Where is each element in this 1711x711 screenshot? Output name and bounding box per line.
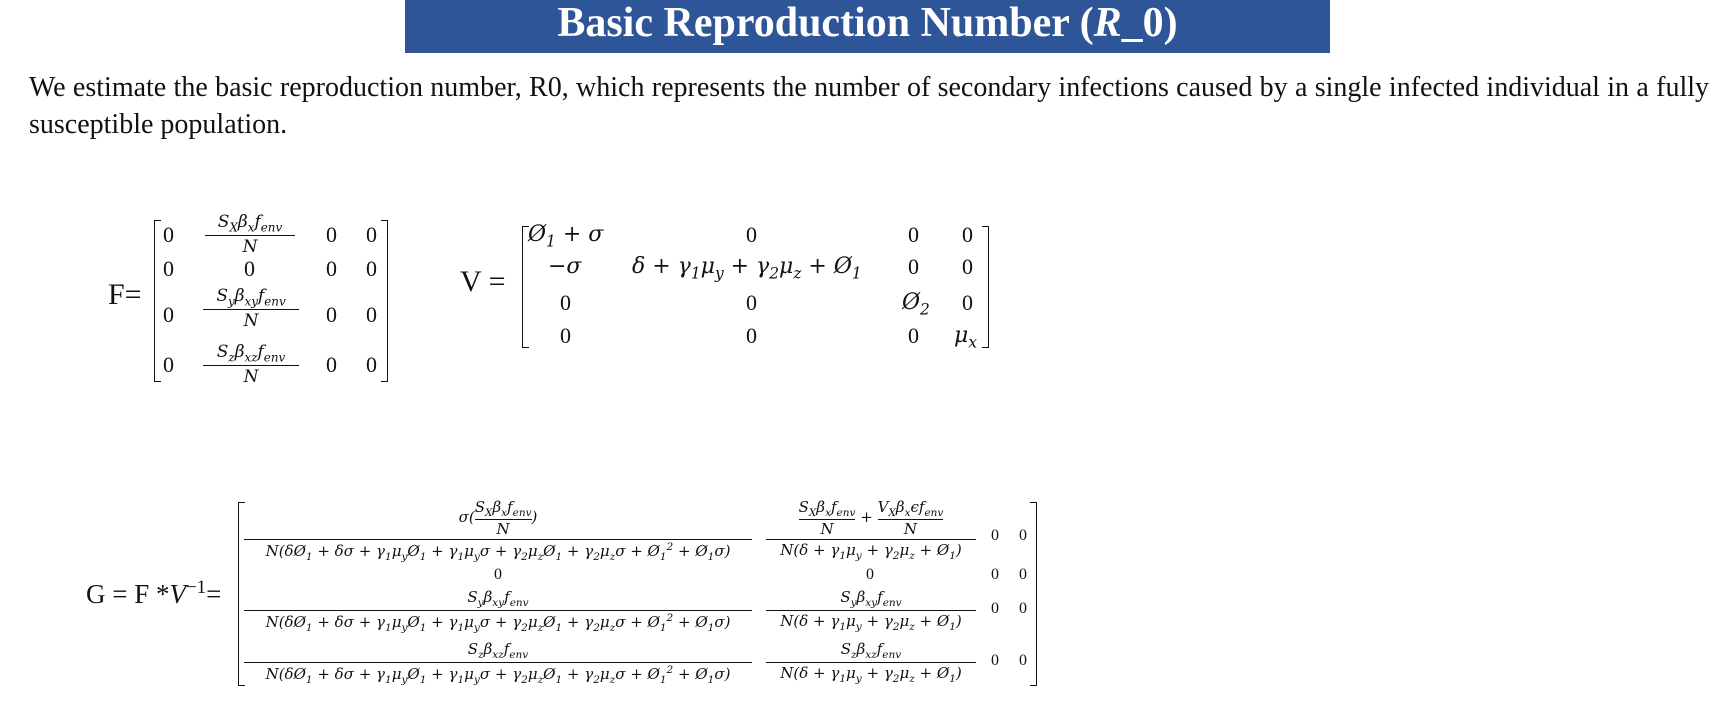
f-r4c1: 0: [163, 352, 174, 377]
v-r1c1: $Ø_1 + \sigma$: [528, 222, 604, 251]
f-left-bracket: [154, 220, 161, 382]
f-r2c2: 0: [244, 256, 255, 281]
f-r2c4: 0: [366, 256, 377, 281]
v-r2c3: 0: [908, 254, 919, 279]
v-r4c4: $\mu_x$: [954, 323, 977, 352]
f-r2c1: 0: [163, 256, 174, 281]
g-r3c1: $S_y\beta_{xy}f_{env}$ $N(\delta Ø_1 + \delta\sigma$ + $\gamma_1\mu_yØ_1 + \gamma_1\mu_y\sigma$ + $\gamma_2\mu_zØ_1 + \gamma_2\mu_z\sigma$ + $Ø_1^2$ + $Ø_1\sigma$): [244, 588, 752, 634]
f-r4c4: 0: [366, 352, 377, 377]
v-r4c1: 0: [560, 323, 571, 348]
f-r3c1: 0: [163, 302, 174, 327]
v-r3c1: 0: [560, 290, 571, 315]
f-r1c1: 0: [163, 222, 174, 247]
g-label: G = F $*V^{-1}=$: [86, 577, 222, 609]
g-r1c4: 0: [1019, 527, 1027, 544]
v-r3c3: $Ø_2$: [902, 290, 930, 319]
g-r3c2: $S_y\beta_{xy}f_{env}$ $N(\delta + \gamma_1\mu_y + \gamma_2\mu_z$ + $Ø_1$): [766, 588, 976, 633]
v-r3c4: 0: [962, 290, 973, 315]
f-r4c3: 0: [326, 352, 337, 377]
v-r2c1: −σ: [548, 254, 582, 279]
g-r2c4: 0: [1019, 566, 1027, 583]
intro-paragraph: We estimate the basic reproduction number, R0, which represents the number of secondary infections caused by a single infected individual in a fully susceptible population.: [29, 72, 1709, 140]
f-right-bracket: [381, 220, 388, 382]
v-r1c4: 0: [962, 222, 973, 247]
g-r1c3: 0: [991, 527, 999, 544]
g-r2c3: 0: [991, 566, 999, 583]
g-r1c2: $S_X\beta_xf_{env}$ N + $V_X\beta_x\epsilon f_{env}$ N $N(\delta + \gamma_1\mu_y + \gamma_2\mu_z$ + $Ø_1$): [766, 498, 976, 562]
g-r2c1: 0: [494, 566, 502, 583]
f-label: F=: [108, 278, 142, 311]
v-r2c2: $\delta + \gamma_1\mu_y + \gamma_2\mu_z$ + $Ø_1$: [632, 254, 862, 283]
g-right-bracket: [1030, 502, 1037, 686]
f-r1c3: 0: [326, 222, 337, 247]
f-r3c4: 0: [366, 302, 377, 327]
g-r4c3: 0: [991, 652, 999, 669]
f-r1c4: 0: [366, 222, 377, 247]
g-r4c4: 0: [1019, 652, 1027, 669]
v-r2c4: 0: [962, 254, 973, 279]
f-r2c3: 0: [326, 256, 337, 281]
v-r4c3: 0: [908, 323, 919, 348]
v-r4c2: 0: [746, 323, 757, 348]
g-r3c4: 0: [1019, 600, 1027, 617]
f-r1c2: $S_X\beta_xf_{env}$ N: [205, 212, 295, 257]
v-r1c3: 0: [908, 222, 919, 247]
f-r3c3: 0: [326, 302, 337, 327]
f-r4c2: $S_z\beta_{xz}f_{env}$ N: [203, 342, 299, 387]
g-r1c1: σ( $S_X\beta_xf_{env}$ N ) $N(\delta Ø_1 + \delta\sigma$ + $\gamma_1\mu_yØ_1 + \gamma_1\mu_y\sigma$ + $\gamma_2\mu_zØ_1 + \gamma_2\mu_z\sigma$ + $Ø_1^2$ + $Ø_1\sigma$): [244, 498, 752, 563]
v-label: V =: [460, 265, 506, 298]
title-text: Basic Reproduction Number (R_0): [557, 0, 1178, 46]
g-r4c1: $S_z\beta_{xz}f_{env}$ $N(\delta Ø_1 + \delta\sigma$ + $\gamma_1\mu_yØ_1 + \gamma_1\mu_y\sigma$ + $\gamma_2\mu_zØ_1 + \gamma_2\mu_z\sigma$ + $Ø_1^2$ + $Ø_1\sigma$): [244, 640, 752, 686]
v-r1c2: 0: [746, 222, 757, 247]
f-r3c2: $S_y\beta_{xy}f_{env}$ N: [203, 286, 299, 331]
g-r4c2: $S_z\beta_{xz}f_{env}$ $N(\delta + \gamma_1\mu_y + \gamma_2\mu_z$ + $Ø_1$): [766, 640, 976, 685]
g-r2c2: 0: [866, 566, 874, 583]
v-right-bracket: [982, 226, 989, 348]
g-r3c3: 0: [991, 600, 999, 617]
slide-title: [405, 0, 1330, 53]
v-r3c2: 0: [746, 290, 757, 315]
